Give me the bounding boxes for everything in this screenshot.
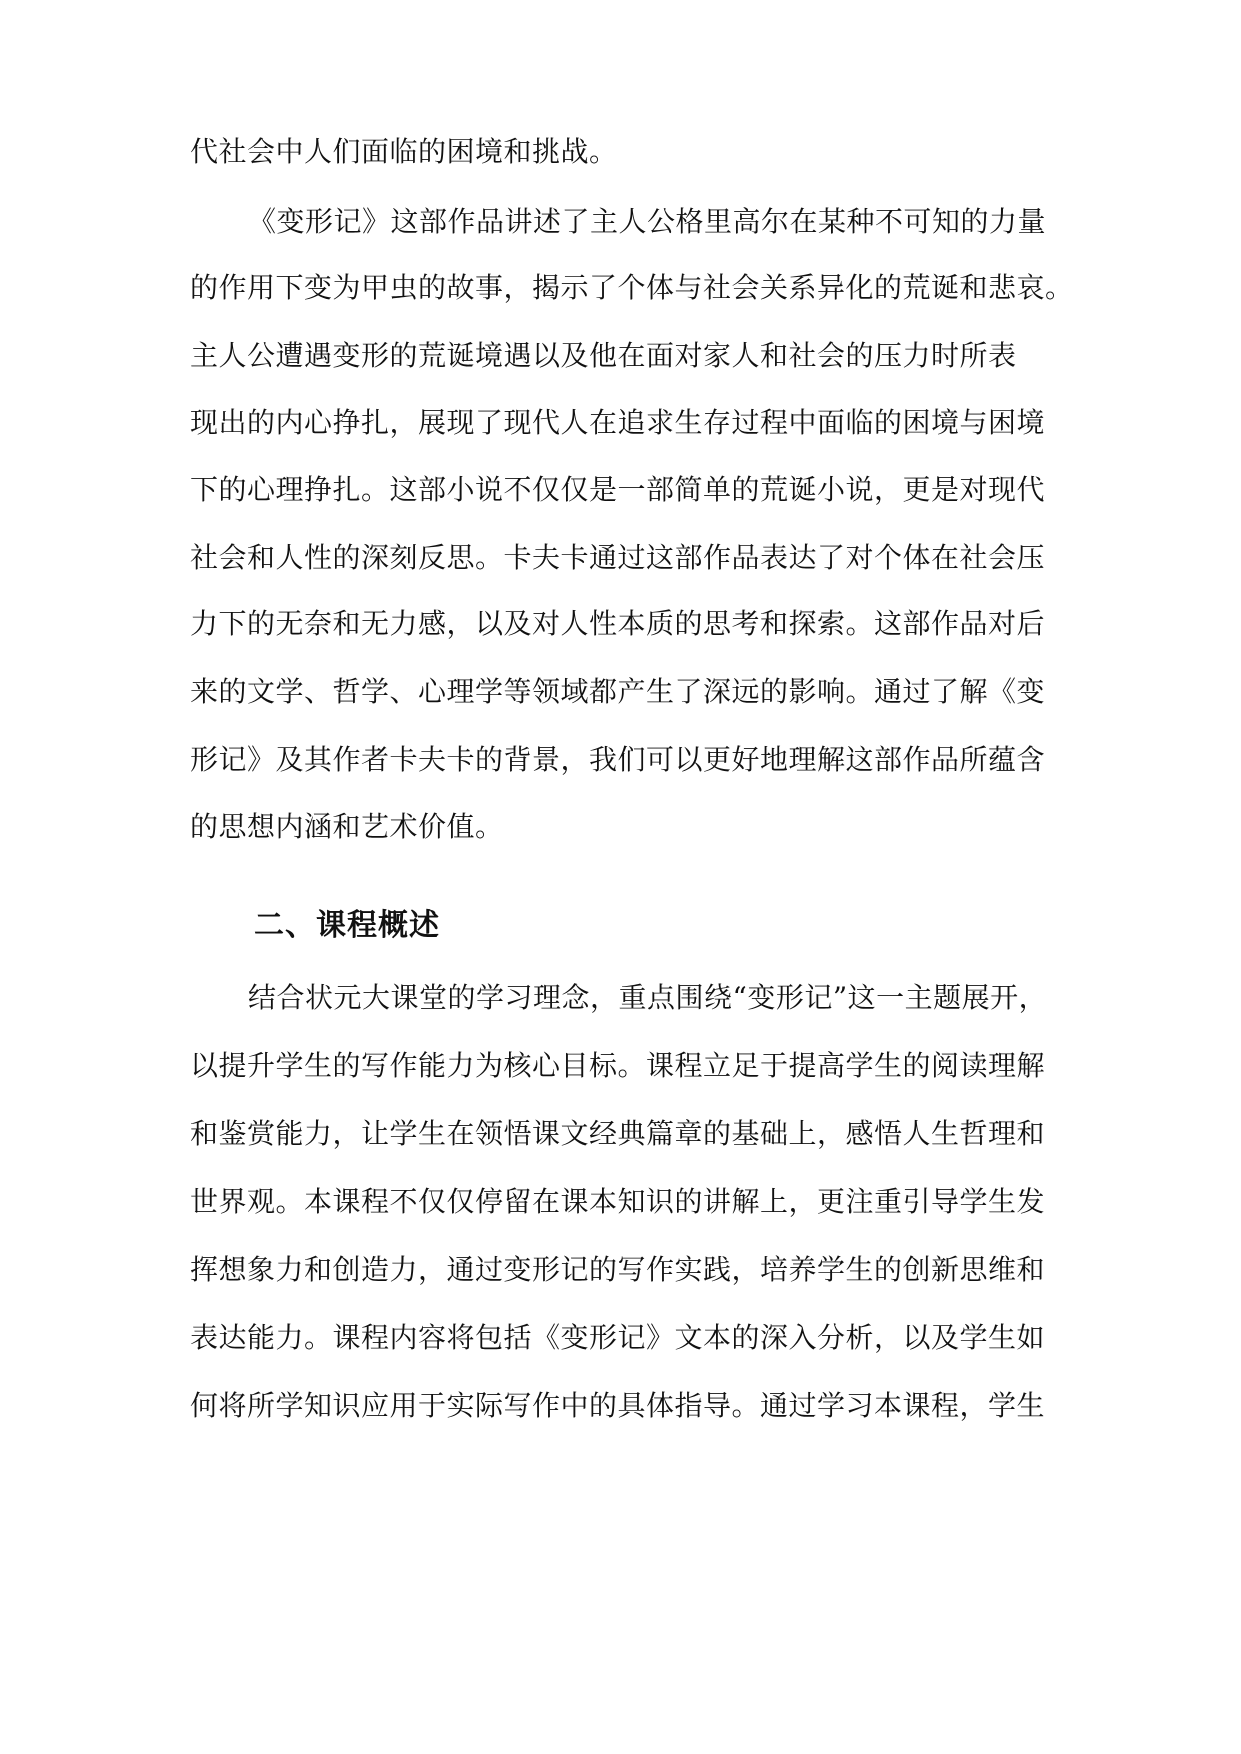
section-heading: 二、课程概述 (254, 908, 440, 943)
text-line: 力下的无奈和无力感，以及对人性本质的思考和探索。这部作品对后 (190, 607, 1046, 640)
text-line: 世界观。本课程不仅仅停留在课本知识的讲解上，更注重引导学生发 (190, 1185, 1046, 1218)
text-line: 《变形记》这部作品讲述了主人公格里高尔在某种不可知的力量 (248, 205, 1047, 238)
text-line: 何将所学知识应用于实际写作中的具体指导。通过学习本课程，学生 (190, 1389, 1046, 1422)
text-line: 和鉴赏能力，让学生在领悟课文经典篇章的基础上，感悟人生哲理和 (190, 1117, 1046, 1150)
text-line: 以提升学生的写作能力为核心目标。课程立足于提高学生的阅读理解 (190, 1049, 1046, 1082)
text-line: 代社会中人们面临的困境和挑战。 (190, 135, 618, 168)
text-line: 的作用下变为甲虫的故事，揭示了个体与社会关系异化的荒诞和悲哀。 (190, 271, 1074, 304)
text-line: 主人公遭遇变形的荒诞境遇以及他在面对家人和社会的压力时所表 (190, 339, 1017, 372)
text-line: 形记》及其作者卡夫卡的背景，我们可以更好地理解这部作品所蕴含 (190, 743, 1046, 776)
text-line: 的思想内涵和艺术价值。 (190, 810, 504, 843)
text-line: 挥想象力和创造力，通过变形记的写作实践，培养学生的创新思维和 (190, 1253, 1046, 1286)
text-line: 下的心理挣扎。这部小说不仅仅是一部简单的荒诞小说，更是对现代 (190, 473, 1046, 506)
text-line: 社会和人性的深刻反思。卡夫卡通过这部作品表达了对个体在社会压 (190, 541, 1046, 574)
text-line: 现出的内心挣扎，展现了现代人在追求生存过程中面临的困境与困境 (190, 406, 1046, 439)
text-line: 表达能力。课程内容将包括《变形记》文本的深入分析，以及学生如 (190, 1321, 1046, 1354)
text-line: 来的文学、哲学、心理学等领域都产生了深远的影响。通过了解《变 (190, 675, 1046, 708)
text-line: 结合状元大课堂的学习理念，重点围绕“变形记”这一主题展开， (248, 981, 1048, 1014)
